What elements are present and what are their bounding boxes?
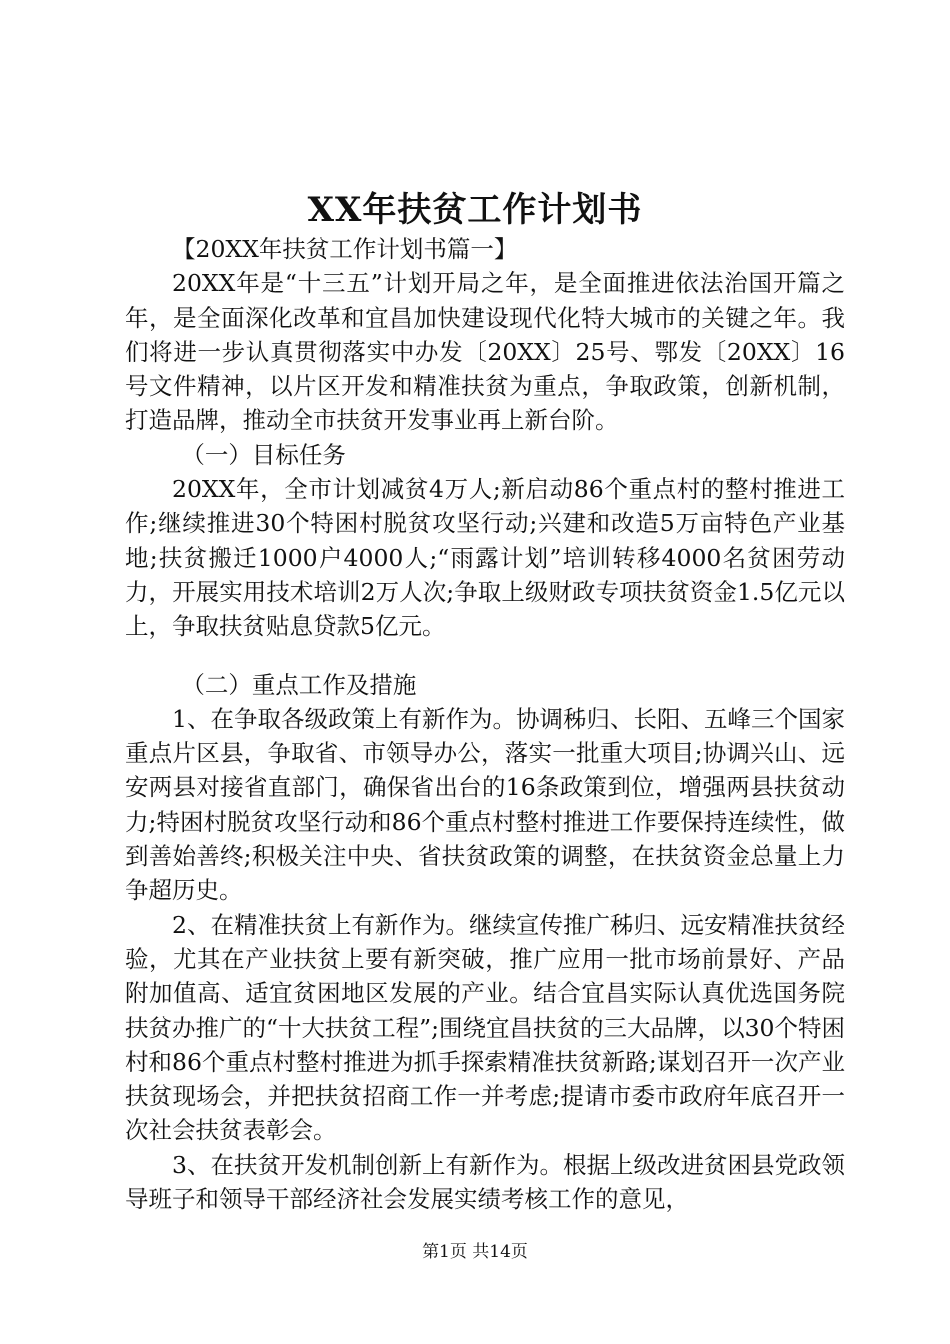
document-body (125, 232, 845, 1216)
section-heading-part-one: 【20XX年扶贫工作计划书篇一】 (172, 235, 518, 263)
measure-paragraph-2: 2、在精准扶贫上有新作为。继续宣传推广秭归、远安精准扶贫经验，尤其在产业扶贫上要有新突破，推广应用一批市场前景好、产品附加值高、适宜贫困地区发展的产业。结合宜昌实际认真优选国务院扶贫办推广的“十大扶贫工程”;围绕宜昌扶贫的三大品牌，以30个特困村和86个重点村整村推进为抓手探索精准扶贫新路;谋划召开一次产业扶贫现场会，并把扶贫招商工作一并考虑;提请市委市政府年底召开一次社会扶贫表彰会。 (125, 910, 845, 1145)
goals-paragraph: 20XX年，全市计划减贫4万人;新启动86个重点村的整村推进工作;继续推进30个特困村脱贫攻坚行动;兴建和改造5万亩特色产业基地;扶贫搬迁1000户4000人;“雨露计划”培训转移4000名贫困劳动力，开展实用技术培训2万人次;争取上级财政专项扶贫资金1.5亿元以上，争取扶贫贴息贷款5亿元。 (125, 475, 845, 641)
measure-paragraph-1: 1、在争取各级政策上有新作为。协调秭归、长阳、五峰三个国家重点片区县，争取省、市领导办公，落实一批重大项目;协调兴山、远安两县对接省直部门，确保省出台的16条政策到位，增强两县扶贫动力;特困村脱贫攻坚行动和86个重点村整村推进工作要保持连续性，做到善始善终;积极关注中央、省扶贫政策的调整，在扶贫资金总量上力争超历史。 (125, 704, 845, 905)
section-heading-measures: （二）重点工作及措施 (181, 670, 417, 699)
measure-paragraph-3: 3、在扶贫开发机制创新上有新作为。根据上级改进贫困县党政领导班子和领导干部经济社会发展实绩考核工作的意见， (125, 1150, 845, 1214)
intro-paragraph: 20XX年是“十三五”计划开局之年，是全面推进依法治国开篇之年，是全面深化改革和宜昌加快建设现代化特大城市的关键之年。我们将进一步认真贯彻落实中办发〔20XX〕25号、鄂发〔20XX〕16号文件精神，以片区开发和精准扶贫为重点，争取政策，创新机制，打造品牌，推动全市扶贫开发事业再上新台阶。 (125, 269, 845, 435)
page-number: 第1页 共14页 (422, 1242, 528, 1262)
section-heading-goals: （一）目标任务 (181, 440, 346, 469)
document-title: XX年扶贫工作计划书 (307, 190, 643, 230)
